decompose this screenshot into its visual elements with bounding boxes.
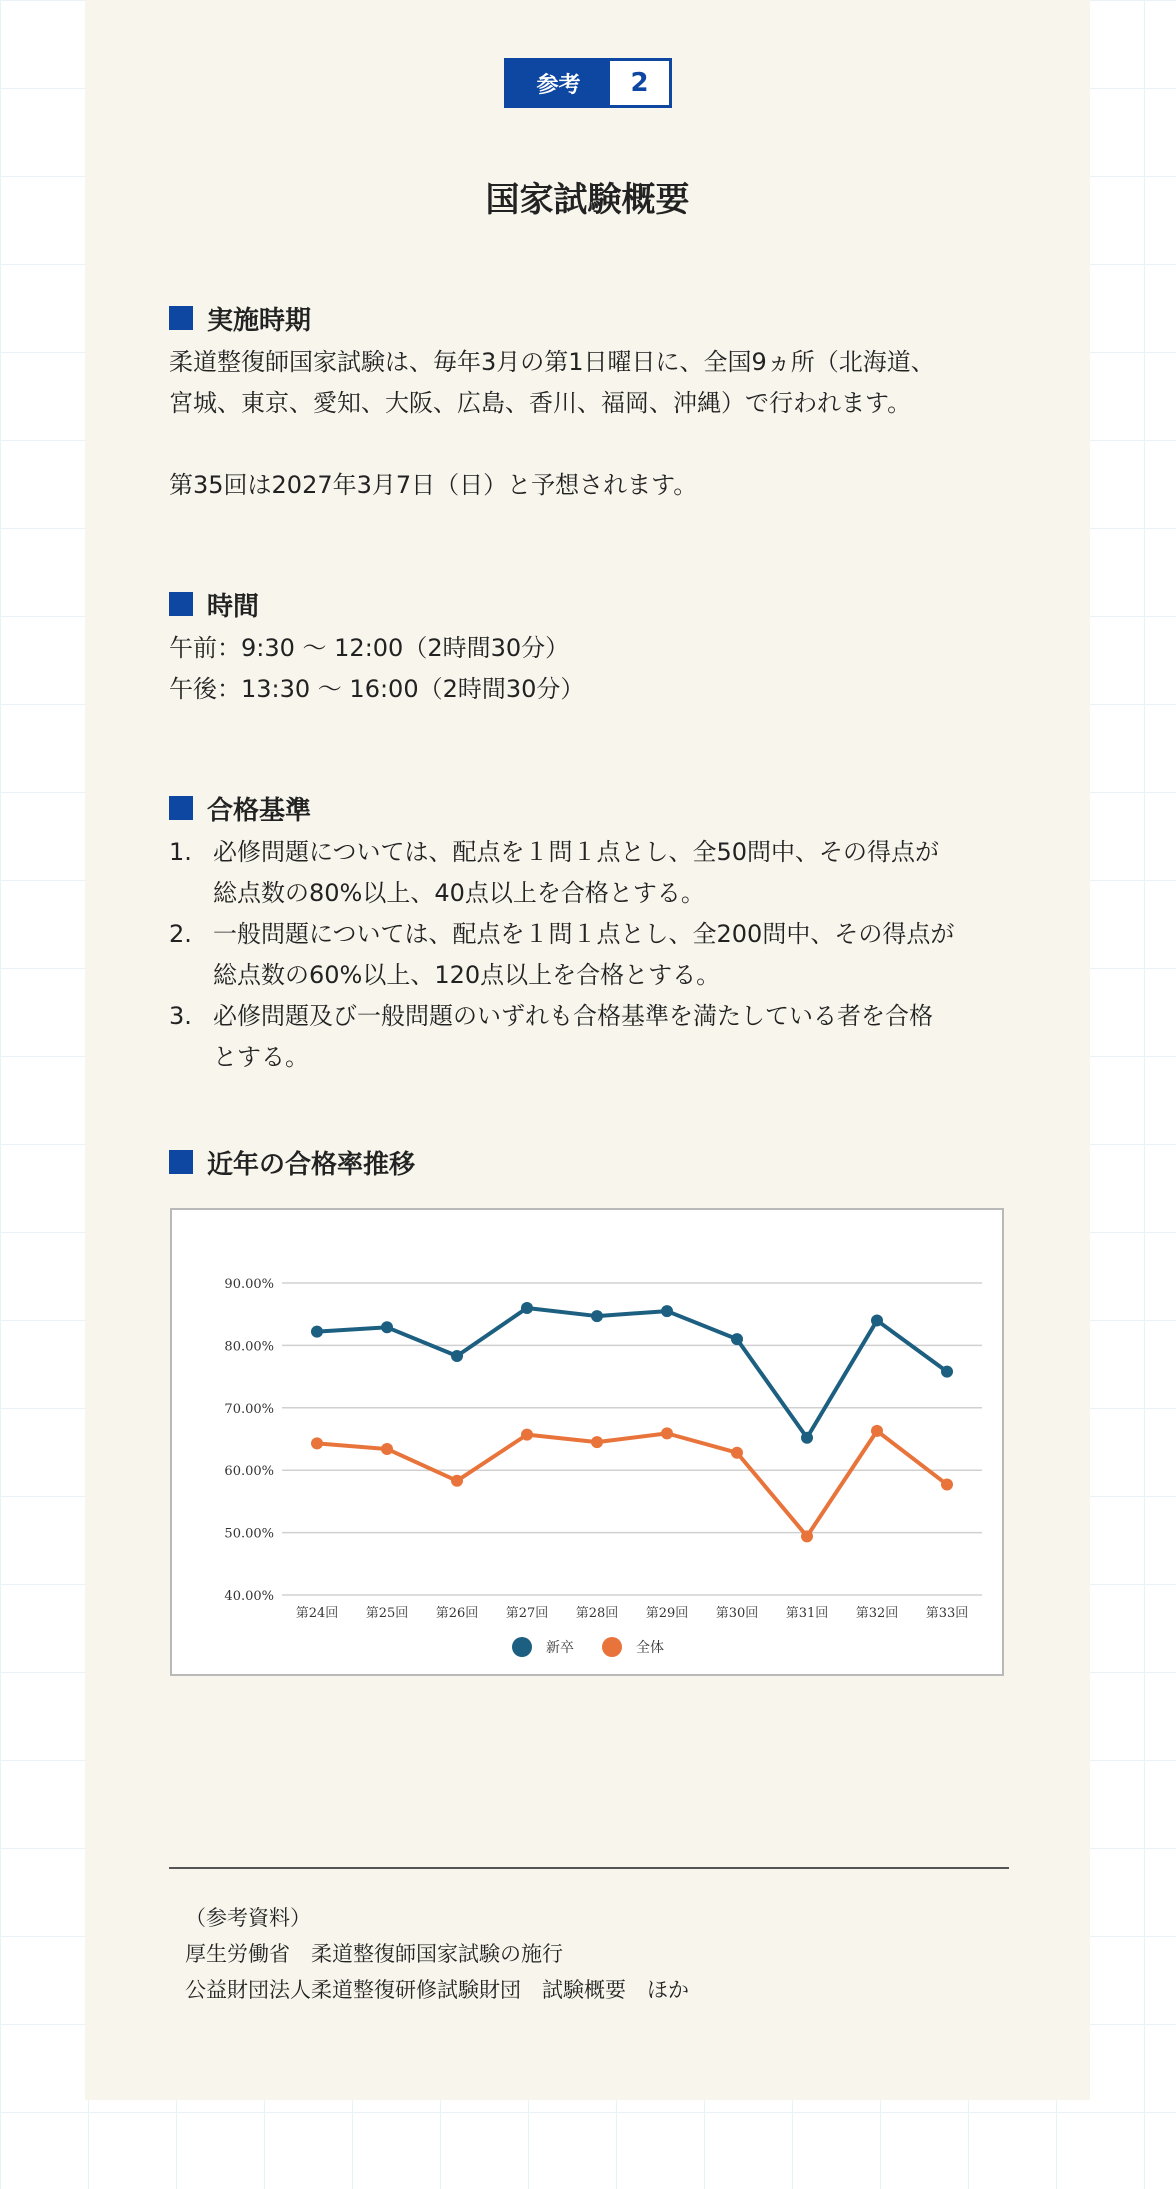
square-bullet-icon: [169, 306, 193, 330]
data-point: [381, 1443, 393, 1455]
heading-text: 時間: [207, 591, 260, 622]
x-tick-label: 第25回: [365, 1606, 409, 1621]
schedule-text: 柔道整復師国家試験は、毎年3月の第1日曜日に、全国9ヵ所（北海道、: [169, 348, 935, 376]
criteria-list: [169, 832, 1009, 1078]
heading-text: 近年の合格率推移: [207, 1149, 416, 1180]
item-text: とする。: [213, 1043, 309, 1071]
data-point: [311, 1326, 323, 1338]
data-point: [381, 1321, 393, 1333]
section-heading: [169, 788, 1009, 828]
item-number: 2.: [169, 920, 192, 948]
square-bullet-icon: [169, 1150, 193, 1174]
legend-label: 全体: [636, 1640, 664, 1656]
section-heading: [169, 1142, 1009, 1182]
reference-item: 公益財団法人柔道整復研修試験財団 試験概要 ほか: [185, 1978, 689, 2002]
section-schedule: [169, 298, 1009, 506]
reference-item: 厚生労働省 柔道整復師国家試験の施行: [185, 1942, 563, 1966]
x-tick-label: 第32回: [855, 1606, 899, 1621]
y-tick-label: 90.00%: [224, 1277, 274, 1292]
x-tick-label: 第31回: [785, 1606, 829, 1621]
section-time: [169, 584, 1009, 710]
x-tick-label: 第29回: [645, 1606, 689, 1621]
item-text: 総点数の60%以上、120点以上を合格とする。: [213, 961, 721, 989]
chart-svg: [172, 1210, 1002, 1674]
references: [185, 1900, 689, 2008]
page-panel: [85, 0, 1090, 2100]
schedule-forecast: 第35回は2027年3月7日（日）と予想されます。: [169, 471, 698, 499]
x-tick-label: 第27回: [505, 1606, 549, 1621]
badge-label: 参考: [507, 61, 610, 105]
data-point: [661, 1305, 673, 1317]
item-text: 必修問題及び一般問題のいずれも合格基準を満たしている者を合格: [213, 1002, 933, 1030]
data-point: [451, 1475, 463, 1487]
x-tick-label: 第28回: [575, 1606, 619, 1621]
item-number: 3.: [169, 1002, 192, 1030]
list-item: [169, 914, 1009, 996]
section-heading: [169, 298, 1009, 338]
pass-rate-chart: [170, 1208, 1004, 1676]
data-point: [451, 1350, 463, 1362]
y-tick-label: 70.00%: [224, 1401, 274, 1417]
series-line: [317, 1308, 947, 1438]
data-point: [801, 1432, 813, 1444]
series-line: [317, 1431, 947, 1536]
data-point: [941, 1479, 953, 1491]
data-point: [591, 1436, 603, 1448]
y-tick-label: 50.00%: [224, 1526, 274, 1542]
heading-text: 実施時期: [207, 305, 312, 336]
square-bullet-icon: [169, 592, 193, 616]
section-heading: [169, 584, 1009, 624]
item-text: 総点数の80%以上、40点以上を合格とする。: [213, 879, 705, 907]
legend-marker: [512, 1637, 532, 1657]
data-point: [521, 1302, 533, 1314]
y-tick-label: 80.00%: [224, 1339, 274, 1355]
data-point: [871, 1425, 883, 1437]
x-tick-label: 第24回: [295, 1606, 339, 1621]
y-tick-label: 60.00%: [224, 1464, 274, 1480]
item-text: 一般問題については、配点を１問１点とし、全200問中、その得点が: [213, 920, 955, 948]
time-afternoon: 午後：13:30 ～ 16:00（2時間30分）: [169, 675, 585, 703]
section-criteria: [169, 788, 1009, 1078]
data-point: [871, 1314, 883, 1326]
list-item: [169, 996, 1009, 1078]
y-tick-label: 40.00%: [224, 1589, 274, 1604]
schedule-text: 宮城、東京、愛知、大阪、広島、香川、福岡、沖縄）で行われます。: [169, 389, 912, 417]
divider: [169, 1867, 1009, 1869]
data-point: [521, 1429, 533, 1441]
reference-badge: [504, 58, 672, 108]
data-point: [731, 1447, 743, 1459]
legend-label: 新卒: [546, 1640, 574, 1656]
legend-marker: [602, 1637, 622, 1657]
x-tick-label: 第33回: [925, 1606, 969, 1621]
data-point: [591, 1310, 603, 1322]
time-morning: 午前：9:30 ～ 12:00（2時間30分）: [169, 634, 570, 662]
heading-text: 合格基準: [207, 795, 312, 826]
data-point: [801, 1530, 813, 1542]
list-item: [169, 832, 1009, 914]
data-point: [941, 1366, 953, 1378]
data-point: [311, 1437, 323, 1449]
section-trend: [169, 1142, 1009, 1182]
x-tick-label: 第30回: [715, 1606, 759, 1621]
square-bullet-icon: [169, 796, 193, 820]
page-title: 国家試験概要: [485, 180, 690, 220]
data-point: [731, 1333, 743, 1345]
x-tick-label: 第26回: [435, 1606, 479, 1621]
item-text: 必修問題については、配点を１問１点とし、全50問中、その得点が: [213, 838, 940, 866]
badge-number: 2: [610, 61, 669, 105]
item-number: 1.: [169, 838, 192, 866]
references-label: （参考資料）: [185, 1906, 311, 1930]
data-point: [661, 1427, 673, 1439]
